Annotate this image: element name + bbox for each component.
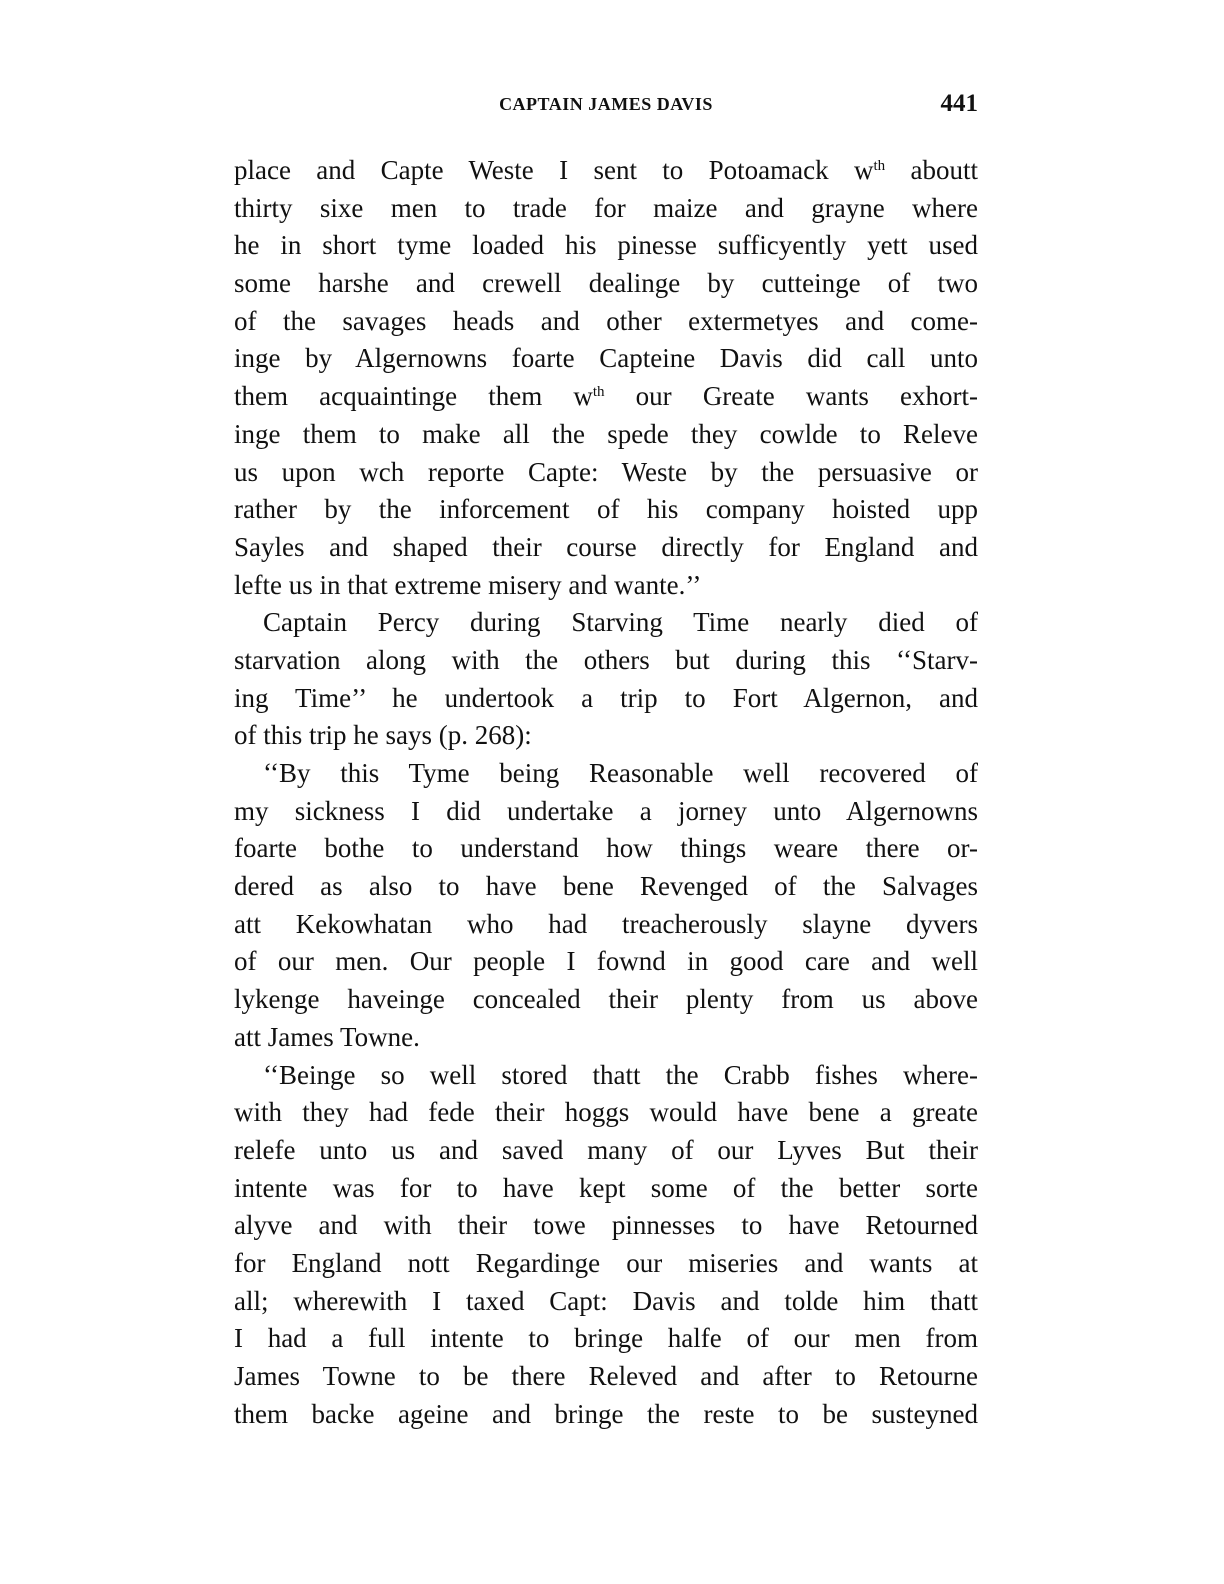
page-number: 441 (940, 90, 978, 117)
line-text: ‘‘By this Tyme being Reasonable well recovered of (263, 758, 978, 788)
text-line (234, 1132, 978, 1170)
text-line (234, 642, 978, 680)
body-text (234, 152, 978, 1433)
line-text: lefte us in that extreme misery and wante.’’ (234, 569, 702, 600)
text-line (234, 227, 978, 265)
text-line (234, 152, 978, 190)
line-text: dered as also to have bene Revenged of the Salvages (234, 871, 978, 902)
line-text: foarte bothe to understand how things weare there or- (234, 833, 978, 864)
line-text: alyve and with their towe pinnesses to have Retourned (234, 1210, 978, 1241)
line-text: for England nott Regardinge our miseries and wants at (234, 1247, 978, 1278)
text-line (234, 981, 978, 1019)
line-text: ‘‘Beinge so well stored thatt the Crabb fishes where- (263, 1059, 978, 1090)
line-text: Sayles and shaped their course directly for England and (234, 531, 978, 562)
running-title: CAPTAIN JAMES DAVIS (499, 94, 713, 114)
text-line (234, 454, 978, 492)
line-text: of our men. Our people I fownd in good care and well (234, 946, 978, 977)
text-line (234, 680, 978, 718)
text-line (234, 529, 978, 567)
text-line (234, 1094, 978, 1132)
text-line (234, 1396, 978, 1434)
line-text: rather by the inforcement of his company hoisted upp (234, 494, 978, 525)
text-line (234, 868, 978, 906)
line-text: att Kekowhatan who had treacherously slayne dyvers (234, 908, 978, 939)
text-line (234, 378, 978, 416)
line-text: us upon wch reporte Capte: Weste by the persuasive or (234, 456, 978, 487)
line-text: ing Time’’ he undertook a trip to Fort Algernon, and (234, 682, 978, 713)
text-line (234, 491, 978, 529)
line-text: thirty sixe men to trade for maize and grayne where (234, 192, 978, 223)
text-line (234, 190, 978, 228)
running-head (234, 92, 978, 122)
line-text-continued: aboutt (885, 155, 978, 185)
text-line (234, 567, 978, 605)
line-text: att James Towne. (234, 1021, 420, 1052)
text-line (234, 1207, 978, 1245)
line-text: relefe unto us and saved many of our Lyves But their (234, 1134, 978, 1165)
line-text: some harshe and crewell dealinge by cutteinge of two (234, 268, 978, 299)
text-line (234, 1170, 978, 1208)
superscript: th (873, 158, 886, 174)
line-text: place and Capte Weste I sent to Potoamack w (234, 155, 874, 185)
text-line (234, 303, 978, 341)
line-text: them acquaintinge them w (234, 381, 593, 412)
line-text-continued: our Greate wants exhort- (604, 381, 979, 412)
line-text: of the savages heads and other extermetyes and come- (234, 305, 978, 336)
text-line (234, 1320, 978, 1358)
superscript: th (592, 384, 605, 401)
text-line (234, 340, 978, 378)
line-text: lykenge haveinge concealed their plenty from us above (234, 984, 978, 1015)
text-line (234, 416, 978, 454)
text-line (234, 604, 978, 642)
line-text: with they had fede their hoggs would have bene a greate (234, 1097, 978, 1128)
text-line (234, 830, 978, 868)
line-text: of this trip he says (p. 268): (234, 720, 532, 751)
text-line (234, 906, 978, 944)
line-text: all; wherewith I taxed Capt: Davis and tolde him thatt (234, 1285, 978, 1316)
line-text: inge them to make all the spede they cowlde to Releve (234, 418, 978, 449)
line-text: he in short tyme loaded his pinesse sufficyently yett used (234, 230, 978, 261)
text-line (234, 793, 978, 831)
line-text: them backe ageine and bringe the reste to be susteyned (234, 1398, 978, 1429)
text-line (234, 717, 978, 755)
line-text: starvation along with the others but during this ‘‘Starv- (234, 644, 978, 675)
text-line (234, 1057, 978, 1095)
line-text: I had a full intente to bringe halfe of our men from (234, 1323, 978, 1354)
text-line (234, 1245, 978, 1283)
line-text: inge by Algernowns foarte Capteine Davis did call unto (234, 343, 978, 374)
text-line (234, 1283, 978, 1321)
line-text: James Towne to be there Releved and after to Retourne (234, 1361, 978, 1391)
text-line (234, 943, 978, 981)
line-text: my sickness I did undertake a jorney unto Algernowns (234, 795, 978, 826)
text-line (234, 265, 978, 303)
text-line (234, 755, 978, 793)
text-line (234, 1358, 978, 1396)
line-text: intente was for to have kept some of the better sorte (234, 1172, 978, 1203)
text-line (234, 1019, 978, 1057)
line-text: Captain Percy during Starving Time nearly died of (263, 607, 978, 638)
